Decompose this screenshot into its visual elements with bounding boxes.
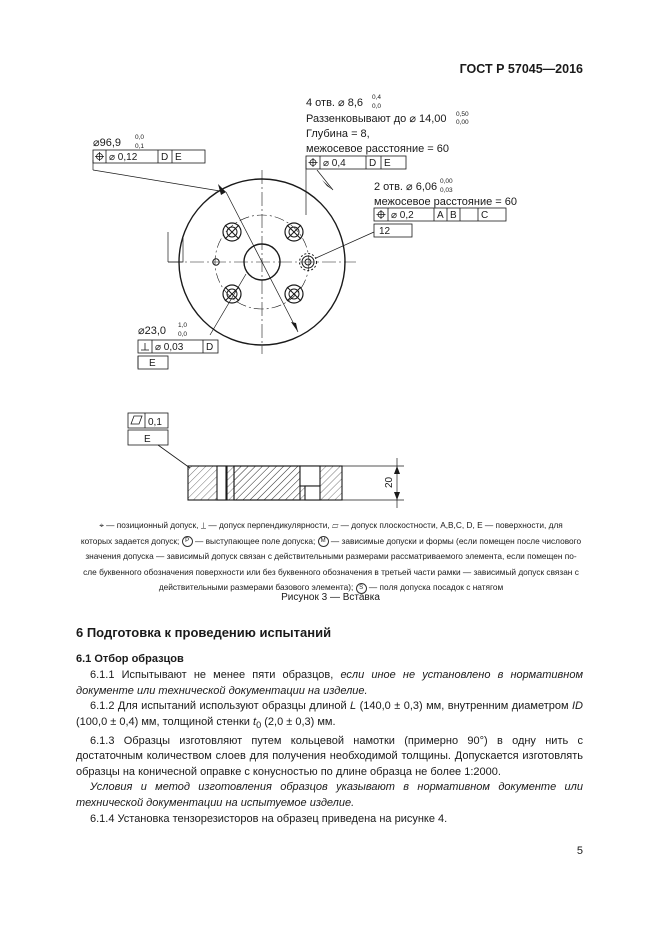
section-body	[76, 668, 583, 827]
figure-caption: Рисунок 3 — Вставка	[281, 592, 380, 603]
svg-text:межосевое расстояние = 60: межосевое расстояние = 60	[374, 196, 517, 208]
paragraph-6-1-3: 6.1.3 Образцы изготовляют путем кольцевой намотки (примерно 90°) в одну нить с достаточным количеством слоев для получения необходимой толщины. Допускается изготовлять образцы на коничесной оправке с конусностью по длине образца не более 1:2000.	[76, 734, 583, 778]
paragraph-6-1-2: 6.1.2 Для испытаний используют образцы длиной L (140,0 ± 0,3) мм, внутренним диаметром ID (100,0 ± 0,4) мм, толщиной стенки $t_0$ (2,0 ± 0,3) мм.	[76, 700, 583, 730]
svg-text:E: E	[175, 152, 182, 163]
svg-text:Глубина = 8,: Глубина = 8,	[306, 128, 370, 140]
standard-number: ГОСТ Р 57045—2016	[459, 62, 583, 76]
svg-text:0,4: 0,4	[372, 94, 382, 101]
holes4-line2: Раззенковывают до ⌀ 14,00	[306, 113, 447, 125]
hole-se	[285, 285, 303, 303]
perp-icon: ⊥	[200, 520, 207, 530]
svg-text:A: A	[437, 210, 444, 221]
svg-text:0,1: 0,1	[148, 417, 162, 428]
svg-text:E: E	[144, 434, 151, 445]
paragraph-6-1-1: 6.1.1 Испытывают не менее пяти образцов, если иное не установлено в нормативном документе или технической документации на изделие.	[76, 669, 584, 697]
svg-text:D: D	[206, 342, 214, 353]
hole-ne	[285, 223, 303, 241]
thickness-label: 20	[384, 476, 395, 488]
paragraph-6-1-4: 6.1.4 Установка тензорезисторов на образец приведена на рисунке 4.	[90, 812, 448, 825]
svg-text:⌀ 0,12: ⌀ 0,12	[109, 152, 138, 163]
svg-text:⌀ 0,4: ⌀ 0,4	[323, 158, 346, 169]
svg-text:0,1: 0,1	[135, 143, 145, 150]
tolerance-frame-holes4	[306, 156, 406, 169]
svg-text:0,0: 0,0	[178, 331, 188, 338]
section-title: 6 Подготовка к проведению испытаний	[76, 625, 332, 640]
holes2-line1: 2 отв. ⌀ 6,06	[374, 181, 438, 193]
svg-text:⌀ 0,03: ⌀ 0,03	[155, 342, 184, 353]
svg-text:0,0: 0,0	[372, 103, 382, 110]
mmc-icon: M	[318, 536, 329, 547]
page-number: 5	[576, 845, 583, 857]
figure-legend: ⌖ — позиционный допуск, ⊥ — допуск перпендикулярности, ▱ — допуск плоскостности, A,B,C, D, E — поверхности, для которых задается допуск; P — выступающее поле допуска; M — зависимые допуски и формы (если помещен после числового значения допуска — зависимый допуск связан с действительными размерами рассматриваемого элемента, если помещен по- сле буквенного обозначения поверхности или без буквенного обозначения в третьей части рамки — зависимый допуск связан с действительными размерами базового элемента); S — поля допуска посадок с натягом	[80, 520, 582, 593]
dim-inner: ⌀23,0	[138, 325, 167, 337]
projected-icon: P	[182, 536, 193, 547]
position-icon: ⌖	[99, 520, 104, 530]
svg-text:E: E	[384, 158, 391, 169]
paragraph-6-1-3-note: Условия и метод изготовления образцов указывают в нормативном документе или технической документации на испытуемое изделие.	[76, 781, 583, 809]
holes4-line1: 4 отв. ⌀ 8,6	[306, 97, 364, 109]
cross-section	[188, 466, 342, 500]
svg-text:0,50: 0,50	[456, 111, 469, 118]
subsection-title: 6.1 Отбор образцов	[76, 653, 184, 665]
svg-text:0,00: 0,00	[440, 178, 453, 185]
svg-text:1,0: 1,0	[178, 322, 188, 329]
svg-text:0,03: 0,03	[440, 187, 453, 194]
svg-text:B: B	[450, 210, 457, 221]
svg-text:межосевое расстояние = 60: межосевое расстояние = 60	[306, 143, 449, 155]
dim-outer: ⌀96,9	[93, 137, 122, 149]
fit-icon: S	[356, 583, 367, 594]
svg-text:⌀ 0,2: ⌀ 0,2	[391, 210, 414, 221]
svg-text:C: C	[481, 210, 489, 221]
svg-text:0,0: 0,0	[135, 134, 145, 141]
datum-e: E	[149, 358, 156, 369]
svg-text:D: D	[369, 158, 377, 169]
svg-text:12: 12	[379, 226, 391, 237]
flatness-icon: ▱	[332, 520, 339, 530]
svg-text:D: D	[161, 152, 169, 163]
svg-text:0,00: 0,00	[456, 119, 469, 126]
